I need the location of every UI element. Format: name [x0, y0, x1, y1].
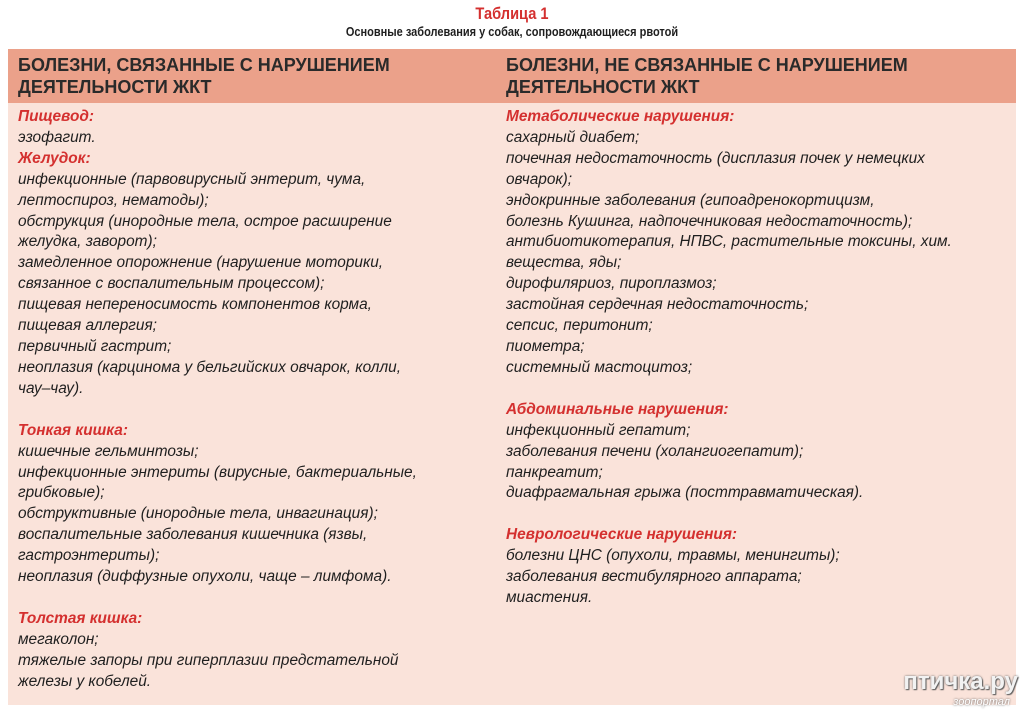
disease-line: вещества, яды;	[506, 254, 622, 272]
disease-line: пищевая непереносимость компонентов корма,	[18, 296, 372, 314]
disease-line: железы у кобелей.	[18, 672, 152, 690]
header-gi-diseases	[18, 54, 488, 98]
watermark-logo: птичка.ру	[903, 668, 1018, 695]
disease-line: панкреатит;	[506, 463, 603, 481]
disease-line: неоплазия (диффузные опухоли, чаще – лимфома).	[18, 568, 392, 586]
disease-line: связанное с воспалительным процессом);	[18, 275, 325, 293]
disease-line: пищевая аллергия;	[18, 317, 157, 335]
disease-line: инфекционные (парвовирусный энтерит, чума,	[18, 170, 366, 188]
disease-line: миастения.	[506, 589, 593, 607]
section-spacer	[18, 400, 478, 421]
disease-line: замедленное опорожнение (нарушение моторики,	[18, 254, 384, 272]
table-header	[8, 49, 1016, 103]
disease-line: дирофиляриоз, пироплазмоз;	[506, 275, 717, 293]
disease-line: обструкция (инородные тела, острое расширение	[18, 212, 392, 230]
disease-line: болезни ЦНС (опухоли, травмы, менингиты);	[506, 547, 840, 565]
disease-line: инфекционные энтериты (вирусные, бактериальные,	[18, 463, 417, 481]
disease-line: почечная недостаточность (дисплазия почек у немецких	[506, 149, 925, 167]
disease-line: сахарный диабет;	[506, 128, 640, 146]
section-spacer	[18, 588, 478, 609]
disease-line: гастроэнтериты);	[18, 547, 160, 565]
table-caption-subtitle: Основные заболевания у собак, сопровождающиеся рвотой	[345, 25, 679, 39]
disease-line: воспалительные заболевания кишечника (язвы,	[18, 526, 368, 544]
disease-line: овчарок);	[506, 170, 573, 188]
header-left-line: ДЕЯТЕЛЬНОСТИ ЖКТ	[18, 77, 212, 97]
gi-diseases-column	[18, 107, 478, 693]
non-gi-diseases-column	[506, 107, 1006, 609]
disease-line: сепсис, перитонит;	[506, 317, 653, 335]
disease-line: тяжелые запоры при гиперплазии предстательной	[18, 651, 399, 669]
disease-line: грибковые);	[18, 484, 105, 502]
section-heading: Пищевод:	[18, 108, 94, 125]
disease-line: диафрагмальная грыжа (посттравматическая).	[506, 484, 864, 502]
section-heading: Толстая кишка:	[18, 609, 143, 627]
disease-line: заболевания вестибулярного аппарата;	[506, 568, 802, 586]
disease-line: желудка, заворот);	[18, 233, 157, 251]
disease-line: эзофагит.	[18, 128, 96, 146]
section-heading: Желудок:	[18, 149, 91, 167]
header-right-line: ДЕЯТЕЛЬНОСТИ ЖКТ	[506, 77, 700, 97]
disease-line: лептоспироз, нематоды);	[18, 191, 209, 209]
header-left-line: БОЛЕЗНИ, СВЯЗАННЫЕ С НАРУШЕНИЕМ	[18, 55, 390, 75]
disease-line: чау–чау).	[18, 379, 84, 397]
disease-line: заболевания печени (холангиогепатит);	[506, 442, 804, 460]
disease-line: мегаколон;	[18, 630, 99, 648]
section-heading: Абдоминальные нарушения:	[506, 400, 729, 418]
disease-line: эндокринные заболевания (гипоадренокортицизм,	[506, 191, 875, 209]
disease-line: антибиотикотерапия, НПВС, растительные токсины, хим.	[506, 233, 952, 251]
section-spacer	[506, 504, 1006, 525]
table-caption-title: Таблица 1	[475, 4, 549, 23]
section-heading: Тонкая кишка:	[18, 421, 128, 439]
disease-line: первичный гастрит;	[18, 337, 172, 355]
disease-line: системный мастоцитоз;	[506, 358, 693, 376]
section-heading: Неврологические нарушения:	[506, 526, 738, 544]
header-non-gi-diseases	[506, 54, 1006, 98]
diseases-table	[8, 49, 1016, 705]
disease-line: застойная сердечная недостаточность;	[506, 296, 809, 314]
disease-line: кишечные гельминтозы;	[18, 442, 199, 460]
disease-line: обструктивные (инородные тела, инвагинация);	[18, 505, 378, 523]
section-spacer	[506, 379, 1006, 400]
disease-line: инфекционный гепатит;	[506, 421, 691, 439]
disease-line: болезнь Кушинга, надпочечниковая недостаточность);	[506, 212, 913, 230]
watermark-subtitle: зоопортал	[953, 696, 1010, 708]
disease-line: пиометра;	[506, 337, 585, 355]
section-heading: Метаболические нарушения:	[506, 108, 735, 125]
header-right-line: БОЛЕЗНИ, НЕ СВЯЗАННЫЕ С НАРУШЕНИЕМ	[506, 55, 908, 75]
disease-line: неоплазия (карцинома у бельгийских овчарок, колли,	[18, 358, 401, 376]
